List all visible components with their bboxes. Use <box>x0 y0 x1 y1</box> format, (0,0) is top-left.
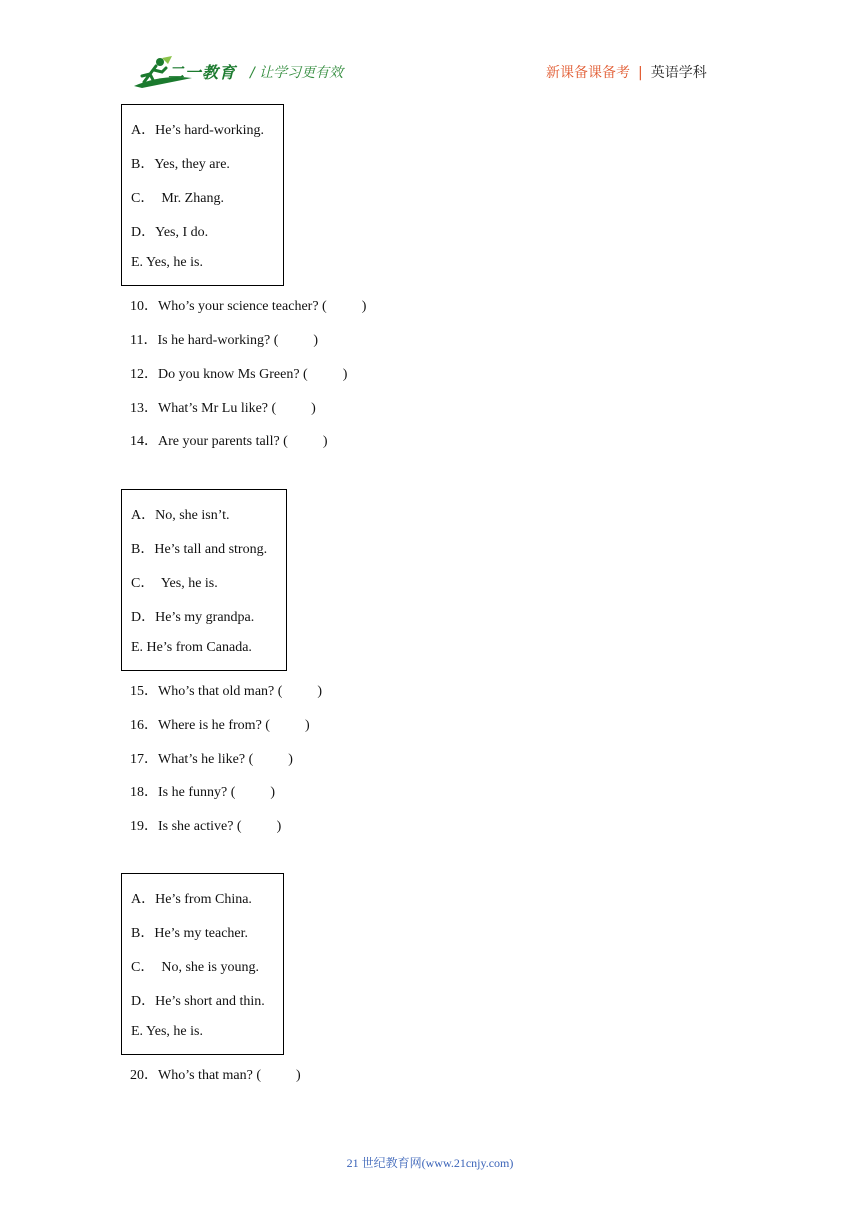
page-footer: 21 世纪教育网(www.21cnjy.com) <box>346 1156 514 1170</box>
option-line: B．Yes, they are. <box>131 157 230 172</box>
option-line: A．He’s from China. <box>131 892 252 907</box>
option-line: C． Mr. Zhang. <box>131 191 224 206</box>
question-line: 19．Is she active? ( ) <box>130 819 282 834</box>
option-line: D．Yes, I do. <box>131 225 209 240</box>
header-course-label: 新课备课备考 <box>546 65 630 81</box>
option-line: E. Yes, he is. <box>131 255 203 270</box>
question-line: 11．Is he hard-working? ( ) <box>130 333 319 348</box>
option-line: C． No, she is young. <box>131 960 259 975</box>
page-header <box>0 0 860 100</box>
options-box-3 <box>121 873 284 1055</box>
question-line: 10．Who’s your science teacher? ( ) <box>130 299 367 314</box>
option-line: A．He’s hard-working. <box>131 123 264 138</box>
option-line: E. He’s from Canada. <box>131 640 252 655</box>
header-subject-label: 英语学科 <box>650 65 707 81</box>
question-line: 14．Are your parents tall? ( ) <box>130 434 328 449</box>
question-line: 20．Who’s that man? ( ) <box>130 1068 301 1083</box>
option-line: D．He’s short and thin. <box>131 994 265 1009</box>
question-line: 16．Where is he from? ( ) <box>130 718 310 733</box>
option-line: A．No, she isn’t. <box>131 508 230 523</box>
question-line: 15．Who’s that old man? ( ) <box>130 684 323 699</box>
question-line: 12．Do you know Ms Green? ( ) <box>130 367 348 382</box>
question-line: 17．What’s he like? ( ) <box>130 752 293 767</box>
logo-text: 二一教育 <box>168 63 237 82</box>
question-line: 18．Is he funny? ( ) <box>130 785 276 800</box>
header-subject <box>546 62 707 82</box>
header-separator: | <box>638 65 643 81</box>
option-line: C． Yes, he is. <box>131 576 218 591</box>
option-line: B．He’s my teacher. <box>131 926 249 941</box>
question-line: 13．What’s Mr Lu like? ( ) <box>130 401 316 416</box>
option-line: E. Yes, he is. <box>131 1024 203 1039</box>
option-line: B．He’s tall and strong. <box>131 542 268 557</box>
option-line: D．He’s my grandpa. <box>131 610 255 625</box>
header-slogan: / 让学习更有效 <box>250 65 344 81</box>
options-box-2 <box>121 489 287 671</box>
options-box-1 <box>121 104 284 286</box>
